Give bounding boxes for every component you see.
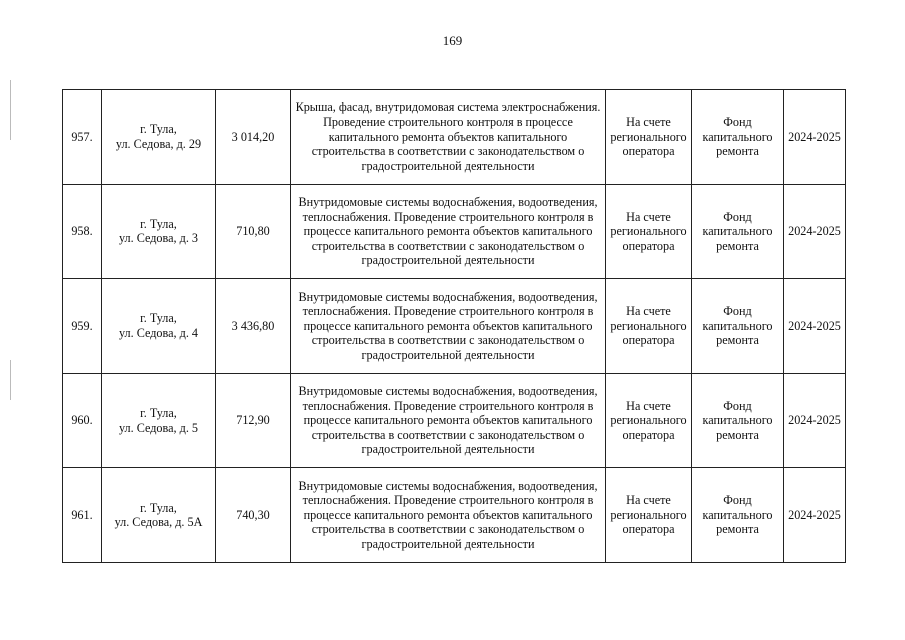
address-street: ул. Седова, д. 5 [118, 420, 199, 435]
address-city: г. Тула, [140, 122, 177, 137]
period-cell: 2024-2025 [784, 468, 846, 563]
address-city: г. Тула, [140, 500, 177, 515]
work-description: Внутридомовые системы водоснабжения, водоотведения, теплоснабжения. Проведение строительного контроля в процессе капитального ремонта объектов капитального строительства в соответствии с законодательством о градостроительной деятельности [291, 373, 606, 468]
period-cell: 2024-2025 [784, 184, 846, 279]
address-street: ул. Седова, д. 4 [118, 325, 199, 340]
work-description: Внутридомовые системы водоснабжения, водоотведения, теплоснабжения. Проведение строительного контроля в процессе капитального ремонта объектов капитального строительства в соответствии с законодательством о градостроительной деятельности [291, 468, 606, 563]
table-row [63, 373, 846, 468]
address-cell [102, 468, 216, 563]
margin-mark [10, 360, 11, 400]
repair-table [62, 89, 846, 563]
fund-cell: Фонд капитального ремонта [692, 468, 784, 563]
address-cell [102, 373, 216, 468]
account-cell: На счете регионального оператора [606, 279, 692, 374]
margin-mark [10, 80, 11, 140]
address-cell [102, 90, 216, 185]
period-cell: 2024-2025 [784, 279, 846, 374]
row-number: 958. [63, 184, 102, 279]
fund-cell: Фонд капитального ремонта [692, 184, 784, 279]
work-description: Внутридомовые системы водоснабжения, водоотведения, теплоснабжения. Проведение строительного контроля в процессе капитального ремонта объектов капитального строительства в соответствии с законодательством о градостроительной деятельности [291, 279, 606, 374]
address-city: г. Тула, [140, 216, 177, 231]
row-number: 957. [63, 90, 102, 185]
fund-cell: Фонд капитального ремонта [692, 373, 784, 468]
account-cell: На счете регионального оператора [606, 184, 692, 279]
account-cell: На счете регионального оператора [606, 468, 692, 563]
table-row [63, 279, 846, 374]
account-cell: На счете регионального оператора [606, 373, 692, 468]
address-city: г. Тула, [140, 405, 177, 420]
fund-cell: Фонд капитального ремонта [692, 279, 784, 374]
work-description: Крыша, фасад, внутридомовая система электроснабжения. Проведение строительного контроля в процессе капитального ремонта объектов капитального строительства в соответствии с законодательством о градостроительной деятельности [291, 90, 606, 185]
address-cell [102, 279, 216, 374]
row-number: 960. [63, 373, 102, 468]
account-cell: На счете регионального оператора [606, 90, 692, 185]
address-street: ул. Седова, д. 5А [114, 515, 203, 530]
area-cell: 3 436,80 [216, 279, 291, 374]
row-number: 961. [63, 468, 102, 563]
area-cell: 712,90 [216, 373, 291, 468]
work-description: Внутридомовые системы водоснабжения, водоотведения, теплоснабжения. Проведение строительного контроля в процессе капитального ремонта объектов капитального строительства в соответствии с законодательством о градостроительной деятельности [291, 184, 606, 279]
period-cell: 2024-2025 [784, 90, 846, 185]
table-row [63, 90, 846, 185]
address-cell [102, 184, 216, 279]
period-cell: 2024-2025 [784, 373, 846, 468]
table-row [63, 184, 846, 279]
row-number: 959. [63, 279, 102, 374]
address-street: ул. Седова, д. 3 [118, 231, 199, 246]
area-cell: 740,30 [216, 468, 291, 563]
area-cell: 3 014,20 [216, 90, 291, 185]
page-number: 169 [442, 33, 463, 48]
table-row [63, 468, 846, 563]
area-cell: 710,80 [216, 184, 291, 279]
address-city: г. Тула, [140, 311, 177, 326]
fund-cell: Фонд капитального ремонта [692, 90, 784, 185]
address-street: ул. Седова, д. 29 [115, 136, 202, 151]
